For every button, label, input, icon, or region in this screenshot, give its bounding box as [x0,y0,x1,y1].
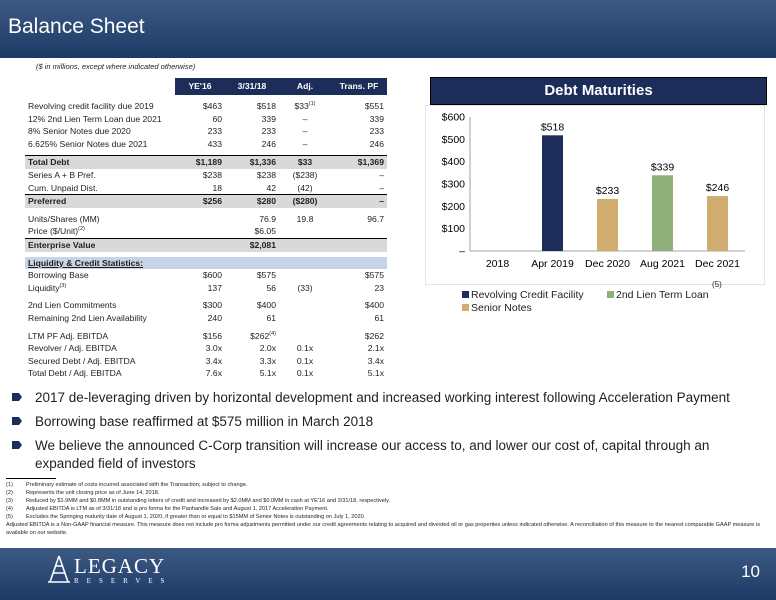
data-label: $233 [595,184,620,197]
bar [707,196,728,251]
cell: $238 [256,169,276,180]
col-header: Adj. [279,78,331,95]
cell: – [379,169,384,180]
arrow-bullet-icon [12,441,22,449]
cell: 60 [212,113,222,124]
logo-subtext: RESERVES [74,577,173,585]
bullet-text: 2017 de-leveraging driven by horizontal development and increased working interest following Acceleration Payment [35,390,730,405]
row-label: Total Debt / Adj. EBITDA [28,368,122,379]
col-header: YE'16 [175,78,225,95]
footnote-divider [6,478,56,479]
y-tick-label: $500 [441,133,465,146]
y-tick-label: $300 [441,178,465,191]
table-row [25,138,387,151]
cell: 0.1x [296,343,314,354]
cell: 3.4x [205,355,222,366]
row-label: 8% Senior Notes due 2020 [28,126,131,137]
cell: $2,081 [225,238,279,251]
legend-swatch [607,291,614,298]
row-label: 12% 2nd Lien Term Loan due 2021 [28,113,162,124]
footnote: (5) Excludes the Springing maturity date of August 1, 2020, if greater than or equal to $15MM of Senior Notes is outstanding on July 1, 2020. [6,514,366,520]
legend-label: Revolving Credit Facility [471,289,584,301]
table-row [25,225,387,238]
cell: 19.8 [296,213,314,224]
legend-item [462,302,532,314]
cell: 76.9 [259,213,276,224]
cell: 0.1x [296,355,314,366]
bar [652,175,673,251]
cell: (33) [297,282,313,293]
cell [279,269,331,282]
x-tick-label: Aug 2021 [640,258,685,270]
bullet-text: We believe the announced C-Corp transition will increase our access to, and lower our cost of, capital through an expanded field of investors [35,438,710,471]
cell: $262 [364,330,384,341]
row-label: Series A + B Pref. [28,169,96,180]
cell: $6.05 [254,226,276,237]
header-bar [0,0,776,58]
cell: $1,369 [331,156,387,169]
cell: 5.1x [259,368,276,379]
cell: – [379,182,384,193]
row-label: 6.625% Senior Notes due 2021 [28,138,148,149]
legend-footnote-marker: (5) [712,280,722,289]
cell: 96.7 [367,213,384,224]
row-label: Units/Shares (MM) [28,213,100,224]
cell: 339 [261,113,276,124]
cell: $551 [364,101,384,111]
cell: $256 [175,195,225,208]
debt-maturities-chart [425,105,765,285]
cell: 61 [374,312,384,323]
table-row [25,330,387,343]
cell: – [331,195,387,208]
cell: 246 [369,138,384,149]
cell: $518 [256,101,276,111]
legend-label: Senior Notes [471,302,532,314]
cell: 137 [207,282,222,293]
cell: ($238) [292,169,318,180]
table-row [25,125,387,138]
cell: (42) [297,182,313,193]
table-row [25,182,387,195]
cell: 246 [261,138,276,149]
footnote-ebitda-note: Adjusted EBITDA is a Non-GAAP financial measure. This measure does not include pro forma adjustments permitted under our credit agreements relating to acquired and divested oil or gas properties unless indicated otherwise. A reconciliation of this measure to the nearest comparable GAAP measure is available on our website. [6,522,760,536]
cell: 23 [374,282,384,293]
cell: $400 [364,300,384,311]
cell: 7.6x [205,368,222,379]
x-tick-label: 2018 [485,258,510,270]
table-header-row [25,78,387,95]
cell: $1,189 [175,156,225,169]
row-label: Cum. Unpaid Dist. [28,182,98,193]
company-logo [44,554,173,588]
cell: 3.3x [259,355,276,366]
x-tick-label: Apr 2019 [531,258,574,270]
y-tick-label: $100 [441,223,465,236]
table-row [25,100,387,113]
x-tick-label: Dec 2020 [585,258,630,270]
footnote: (1) Preliminary estimate of costs incurred associated with the Transaction; subject to change. [6,482,248,488]
table-row [25,213,387,226]
cell: $575 [256,270,276,281]
cell: $463 [202,101,222,111]
cell: $300 [202,300,222,311]
y-tick-label: $200 [441,200,465,213]
legend-swatch [462,291,469,298]
row-label: 2nd Lien Commitments [28,300,117,311]
cell: $33$^{(1)}$ [294,101,316,111]
cell: $280 [225,195,279,208]
bar [597,199,618,251]
row-label: Total Debt [25,156,175,169]
cell: 433 [207,138,222,149]
cell: 233 [207,126,222,137]
cell: 56 [266,282,276,293]
table-row [25,355,387,368]
cell: 0.1x [296,368,314,379]
table-row [25,169,387,182]
balance-sheet-table [25,78,387,380]
cell: 5.1x [367,368,384,379]
arrow-bullet-icon [12,417,22,425]
legend-item [607,289,709,301]
arrow-bullet-icon [12,393,22,401]
cell: 240 [207,312,222,323]
table-row [25,312,387,325]
cell: 233 [369,126,384,137]
footnote: (3) Reduced by $1.9MM and $0.8MM in outstanding letters of credit and increased by $2.0MM and $0.0MM in cash at YE'16 and 3/31/18, respectively. [6,498,391,504]
row-label: Remaining 2nd Lien Availability [28,312,147,323]
row-label: Preferred [25,195,175,208]
page-number: 10 [741,562,760,581]
cell [279,330,331,343]
total-debt-row [25,156,387,169]
table-row [25,282,387,295]
cell: $575 [364,270,384,281]
liquidity-heading-row [25,257,387,270]
legend-item [462,289,584,301]
cell: $600 [202,270,222,281]
cell [279,312,331,325]
cell: – [302,126,308,137]
cell: ($280) [279,195,331,208]
table-row [25,342,387,355]
row-label: Revolving credit facility due 2019 [28,101,154,111]
cell: – [302,113,308,124]
bar [542,135,563,251]
cell: $33 [279,156,331,169]
legend-label: 2nd Lien Term Loan [616,289,709,301]
data-label: $246 [705,182,730,195]
page-title: Balance Sheet [8,15,145,38]
cell: 339 [369,113,384,124]
cell: 18 [212,182,222,193]
footnote: (4) Adjusted EBITDA is LTM as of 3/31/18 and is pro forma for the Panhandle Sale and August 1, 2017 Acceleration Payment. [6,506,329,512]
cell: 233 [261,126,276,137]
col-header: Trans. PF [331,78,387,95]
cell: 3.4x [367,355,384,366]
cell: 3.0x [205,343,222,354]
enterprise-value-row [25,238,387,251]
y-tick-label: $400 [441,156,465,169]
footnotes [6,481,772,537]
data-label: $339 [650,161,675,174]
table-subtitle: ($ in millions, except where indicated otherwise) [36,62,196,71]
cell: – [302,138,308,149]
table-row [25,269,387,282]
footnote: (2) Represents the unit closing price as of June 14, 2018. [6,490,160,496]
data-label: $518 [540,121,565,134]
cell: $238 [202,169,222,180]
cell: $156 [202,330,222,341]
cell: 61 [266,312,276,323]
section-heading: Liquidity & Credit Statistics: [25,257,387,270]
cell: $262$^{(4)}$ [250,330,276,341]
y-tick-label: – [459,245,465,258]
cell: $400 [256,300,276,311]
cell [279,299,331,312]
cell: 2.0x [259,343,276,354]
cell: 2.1x [367,343,384,354]
row-label: Enterprise Value [25,238,175,251]
row-label: Price ($/Unit)$^{(2)}$ [28,226,85,237]
table-row [25,113,387,126]
table-row [25,367,387,380]
cell: 42 [266,182,276,193]
x-tick-label: Dec 2021 [695,258,740,270]
col-header: 3/31/18 [225,78,279,95]
row-label: Secured Debt / Adj. EBITDA [28,355,136,366]
logo-wordmark: LEGACY [74,554,166,578]
row-label: Revolver / Adj. EBITDA [28,343,117,354]
chart-title: Debt Maturities [430,77,767,105]
table-row [25,299,387,312]
y-tick-label: $600 [441,111,465,124]
row-label: LTM PF Adj. EBITDA [28,330,109,341]
cell [175,213,225,226]
preferred-row [25,195,387,208]
row-label: Liquidity$^{(3)}$ [28,282,67,293]
bullet-text: Borrowing base reaffirmed at $575 million in March 2018 [35,414,374,429]
legend-swatch [462,304,469,311]
derrick-icon [44,554,74,584]
cell: $1,336 [225,156,279,169]
row-label: Borrowing Base [28,270,89,281]
